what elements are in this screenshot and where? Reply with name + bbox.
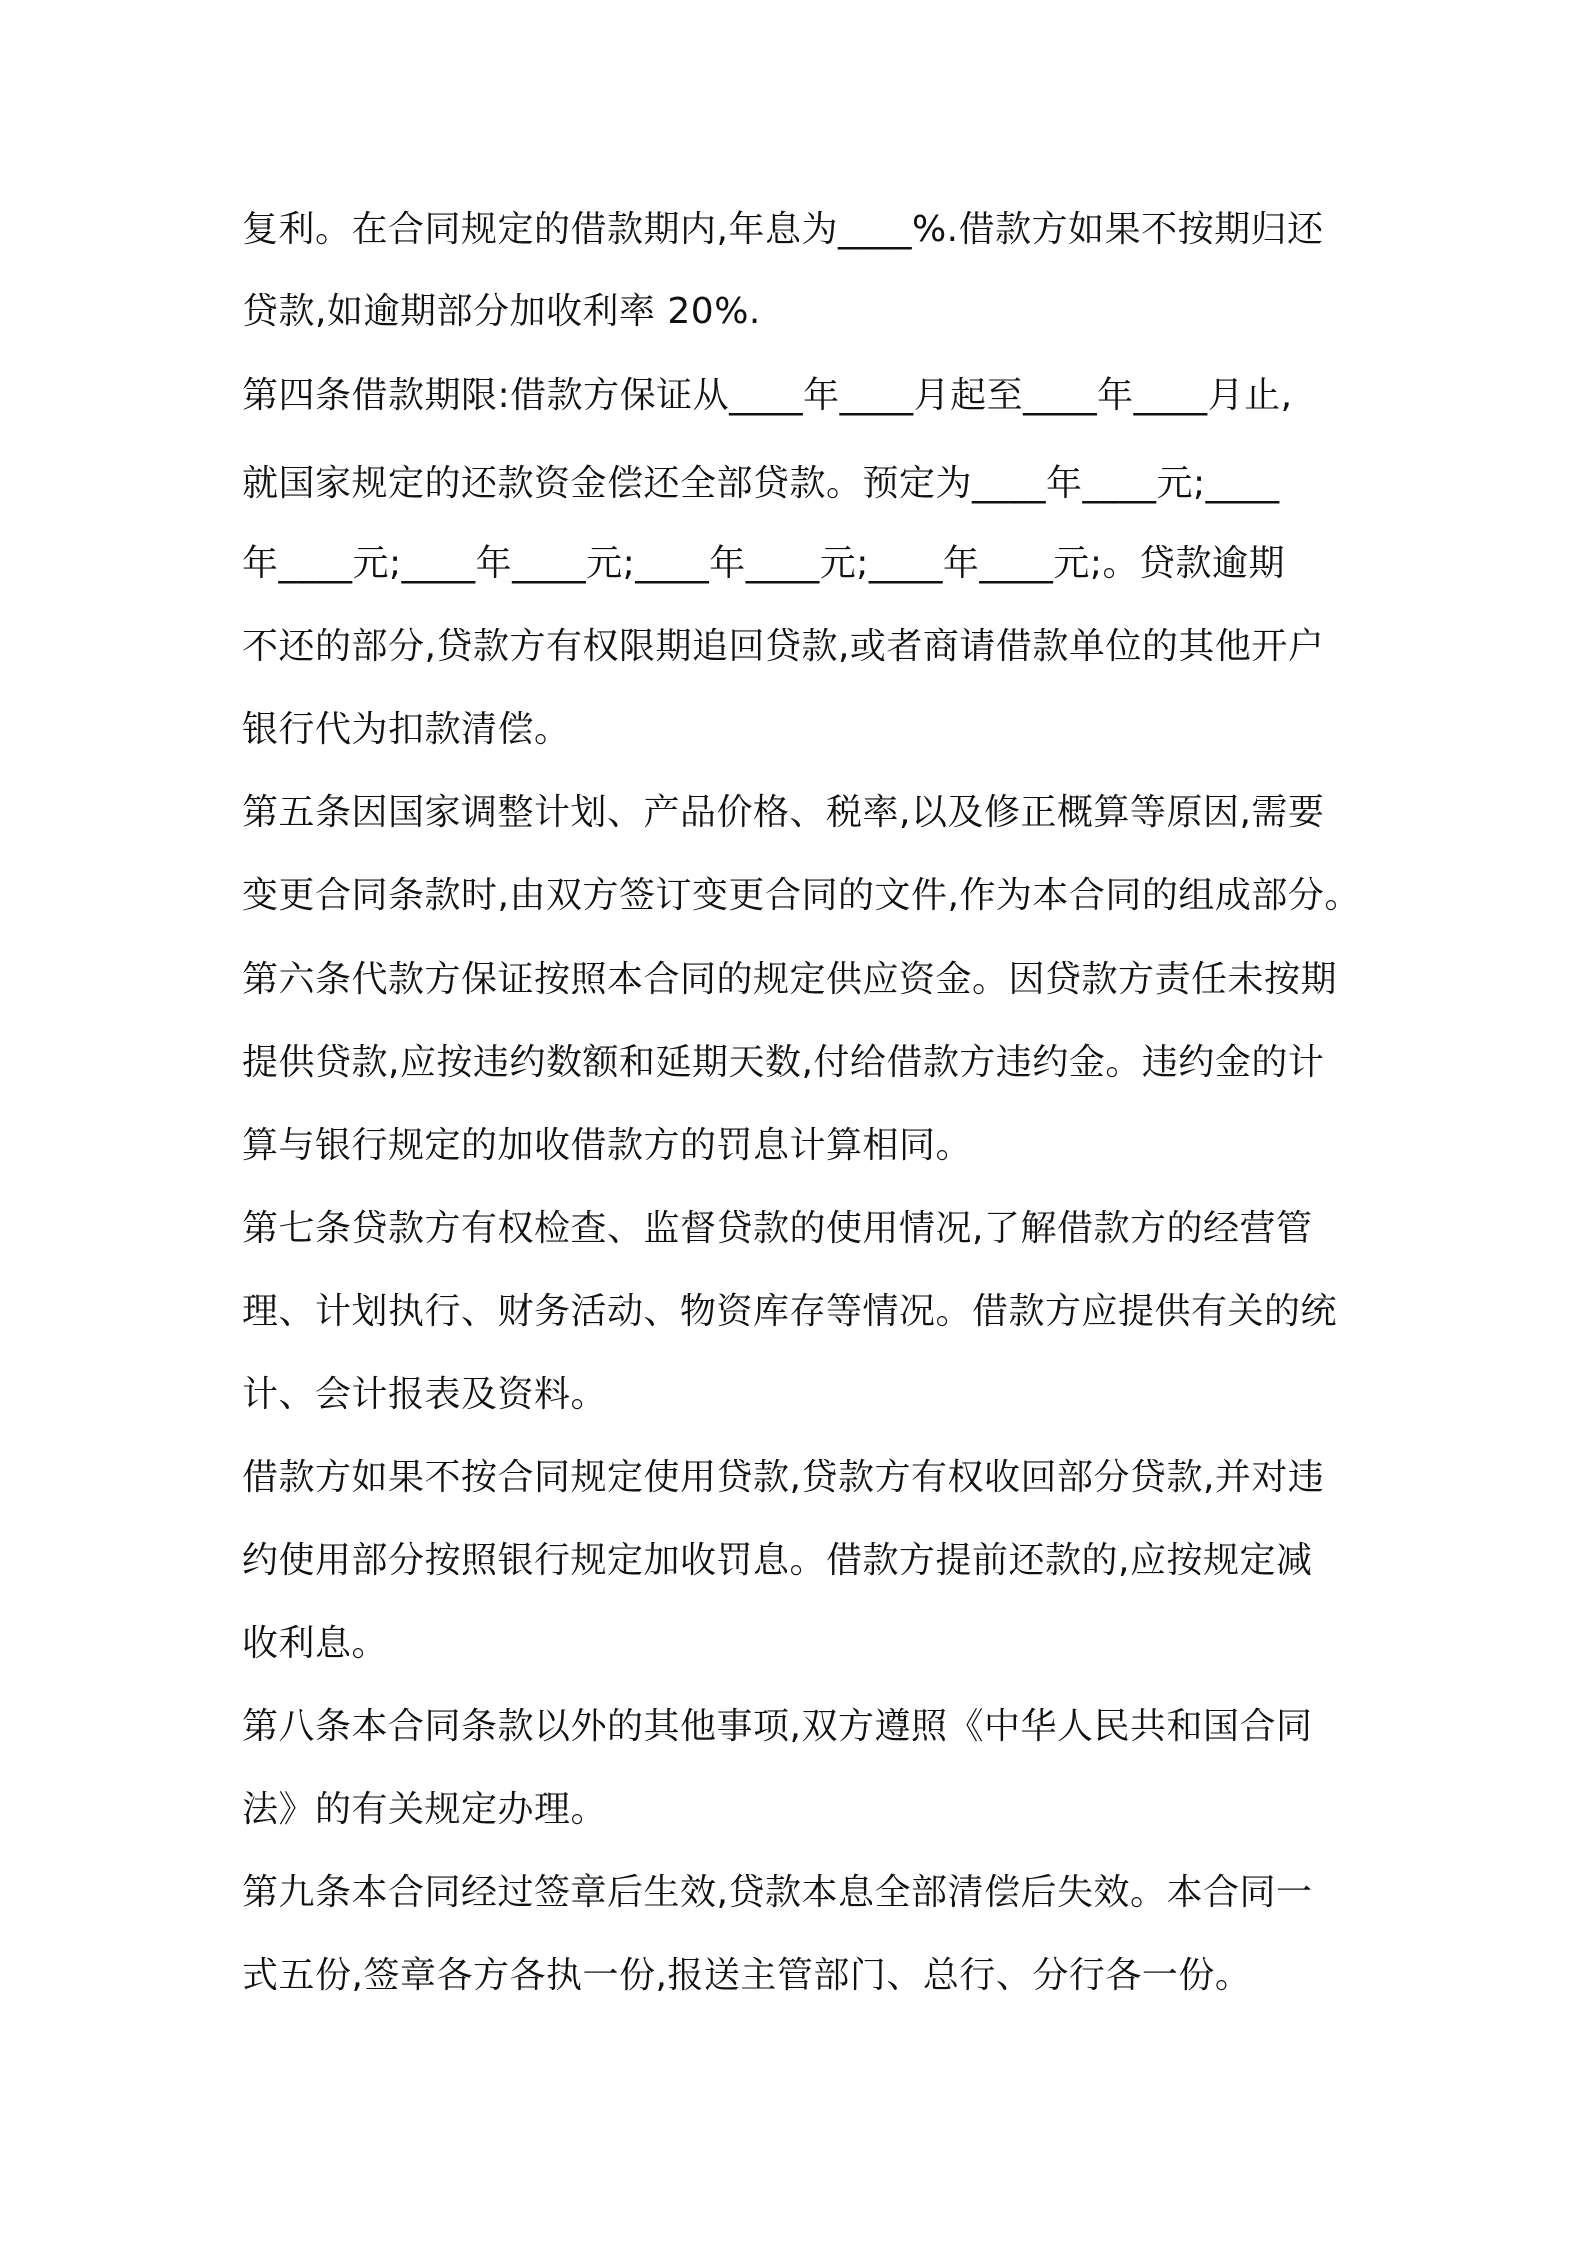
- text-line: 贷款,如逾期部分加收利率 20%.: [242, 291, 761, 332]
- text-line: 借款方如果不按合同规定使用贷款,贷款方有权收回部分贷款,并对违: [242, 1457, 1325, 1498]
- text-line: 年____元;____年____元;____年____元;____年____元;。贷款逾期: [242, 543, 1286, 584]
- text-line: 第六条代款方保证按照本合同的规定供应资金。因贷款方责任未按期: [242, 959, 1338, 1000]
- text-line: 就国家规定的还款资金偿还全部贷款。预定为____年____元;____: [242, 463, 1280, 504]
- text-line: 第九条本合同经过签章后生效,贷款本息全部清偿后失效。本合同一: [242, 1872, 1313, 1913]
- text-line: 变更合同条款时,由双方签订变更合同的文件,作为本合同的组成部分。: [242, 875, 1361, 916]
- text-line: 第四条借款期限:借款方保证从____年____月起至____年____月止,: [242, 375, 1293, 416]
- text-line: 法》的有关规定办理。: [242, 1789, 608, 1830]
- text-line: 式五份,签章各方各执一份,报送主管部门、总行、分行各一份。: [242, 1955, 1252, 1996]
- text-line: 理、计划执行、财务活动、物资库存等情况。借款方应提供有关的统: [242, 1291, 1338, 1332]
- text-line: 银行代为扣款清偿。: [242, 709, 571, 750]
- text-line: 第八条本合同条款以外的其他事项,双方遵照《中华人民共和国合同: [242, 1706, 1313, 1747]
- text-line: 复利。在合同规定的借款期内,年息为____%.借款方如果不按期归还: [242, 209, 1324, 250]
- text-line: 算与银行规定的加收借款方的罚息计算相同。: [242, 1125, 973, 1166]
- text-line: 约使用部分按照银行规定加收罚息。借款方提前还款的,应按规定减: [242, 1540, 1313, 1581]
- text-line: 不还的部分,贷款方有权限期追回贷款,或者商请借款单位的其他开户: [242, 626, 1325, 667]
- text-line: 计、会计报表及资料。: [242, 1374, 608, 1415]
- text-line: 提供贷款,应按违约数额和延期天数,付给借款方违约金。违约金的计: [242, 1042, 1325, 1083]
- text-line: 收利息。: [242, 1623, 389, 1664]
- text-line: 第五条因国家调整计划、产品价格、税率,以及修正概算等原因,需要: [242, 792, 1325, 833]
- text-line: 第七条贷款方有权检查、监督贷款的使用情况,了解借款方的经营管: [242, 1208, 1313, 1249]
